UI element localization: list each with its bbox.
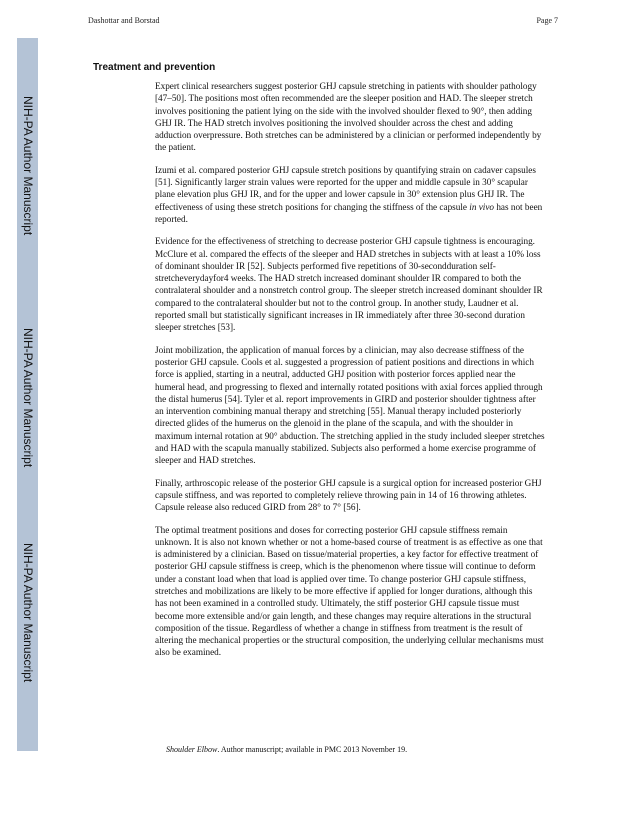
italic-term: in vivo (469, 201, 495, 212)
footer-text: . Author manuscript; available in PMC 2013 November 19. (217, 745, 408, 754)
page-number: Page 7 (536, 16, 558, 25)
body-text (155, 80, 545, 669)
paragraph: Expert clinical researchers suggest posterior GHJ capsule stretching in patients with shoulder pathology [47–50]. The positions most often recommended are the sleeper position and HAD. The sleeper stretch involves positioning the patient lying on the side with the involved shoulder flexed to 90°, then adding GHJ IR. The HAD stretch involves positioning the involved shoulder across the chest and adding adduction overpressure. Both stretches can be administered by a clinician or performed independently by the patient. (155, 81, 542, 153)
author-manuscript-sidebar (17, 38, 38, 751)
paragraph: Joint mobilization, the application of manual forces by a clinician, may also decrease stiffness of the posterior GHJ capsule. Cools et al. suggested a progression of patient positions and directions in which force is applied, starting in a neutral, adducted GHJ position with posterior forces applied near the humeral head, and progressing to flexed and internally rotated positions with axial forces applied through the distal humerus [54]. Tyler et al. report improvements in GIRD and posterior shoulder tightness after an intervention combining manual therapy and stretching [55]. Manual therapy included posteriorly directed glides of the humerus on the glenoid in the plane of the scapula, and with the shoulder in maximum internal rotation at 90° abduction. The stretching applied in the study included sleeper stretches and HAD with the scapula manually stabilized. Subjects also performed a home exercise programme of sleeper and HAD stretches. (155, 344, 545, 466)
sidebar-label: NIH-PA Author Manuscript (21, 328, 35, 468)
journal-name: Shoulder Elbow (166, 745, 218, 754)
paragraph: Finally, arthroscopic release of the posterior GHJ capsule is a surgical option for increased posterior GHJ capsule stiffness, and was reported to completely relieve throwing pain in 14 of 16 throwing athletes. Capsule release also reduced GIRD from 28° to 7° [56]. (155, 477, 542, 513)
sidebar-label: NIH-PA Author Manuscript (21, 543, 35, 683)
paragraph: Evidence for the effectiveness of stretching to decrease posterior GHJ capsule tightness is encouraging. McClure et al. compared the effects of the sleeper and HAD stretches in subjects with at least a 10% loss of dominant shoulder IR [52]. Subjects performed five repetitions of 30-secondduration self-stretcheverydayfor4 weeks. The HAD stretch increased dominant shoulder IR compared to both the contralateral shoulder and a nonstretch control group. The sleeper stretch increased dominant shoulder IR compared to the contralateral shoulder but not to the control group. In another study, Laudner et al. reported small but statistically significant increases in IR immediately after three 30-second duration sleeper stretches [53]. (155, 236, 543, 333)
paragraph-text: Izumi et al. compared posterior GHJ capsule stretch positions by quantifying strain on cadaver capsules [51]. Significantly larger strain values were reported for the upper and middle capsule in 30° scapular plane elevation plus GHJ IR, and for the upper and lower capsule in 30° extension plus GHJ IR. The effectiveness of using these stretch positions for changing the stiffness of the capsule (155, 164, 536, 212)
running-head-authors: Dashottar and Borstad (88, 16, 160, 25)
paragraph: The optimal treatment positions and doses for correcting posterior GHJ capsule stiffness remain unknown. It is also not known whether or not a home-based course of treatment is as effective as one that is administered by a clinician. Based on tissue/material properties, a key factor for effective treatment of posterior GHJ capsule stiffness is creep, which is the phenomenon where tissue will continue to deform under a constant load when that load is applied over time. To change posterior GHJ capsule stiffness, stretches and mobilizations are likely to be more effective if applied for longer durations, although this has not been examined in a controlled study. Ultimately, the stiff posterior GHJ capsule tissue must become more extensible and/or gain length, and these changes may require alterations in the structural composition of the tissue. Regardless of whether a change in stiffness from treatment is the result of altering the mechanical properties or the structural composition, the underlying cellular mechanisms must also be examined. (155, 524, 544, 658)
paragraph-text: has not been reported. (155, 201, 543, 224)
page-footer (166, 745, 407, 754)
section-heading: Treatment and prevention (93, 62, 216, 73)
paragraph (155, 164, 545, 225)
running-head (88, 16, 558, 25)
sidebar-label: NIH-PA Author Manuscript (21, 96, 35, 236)
